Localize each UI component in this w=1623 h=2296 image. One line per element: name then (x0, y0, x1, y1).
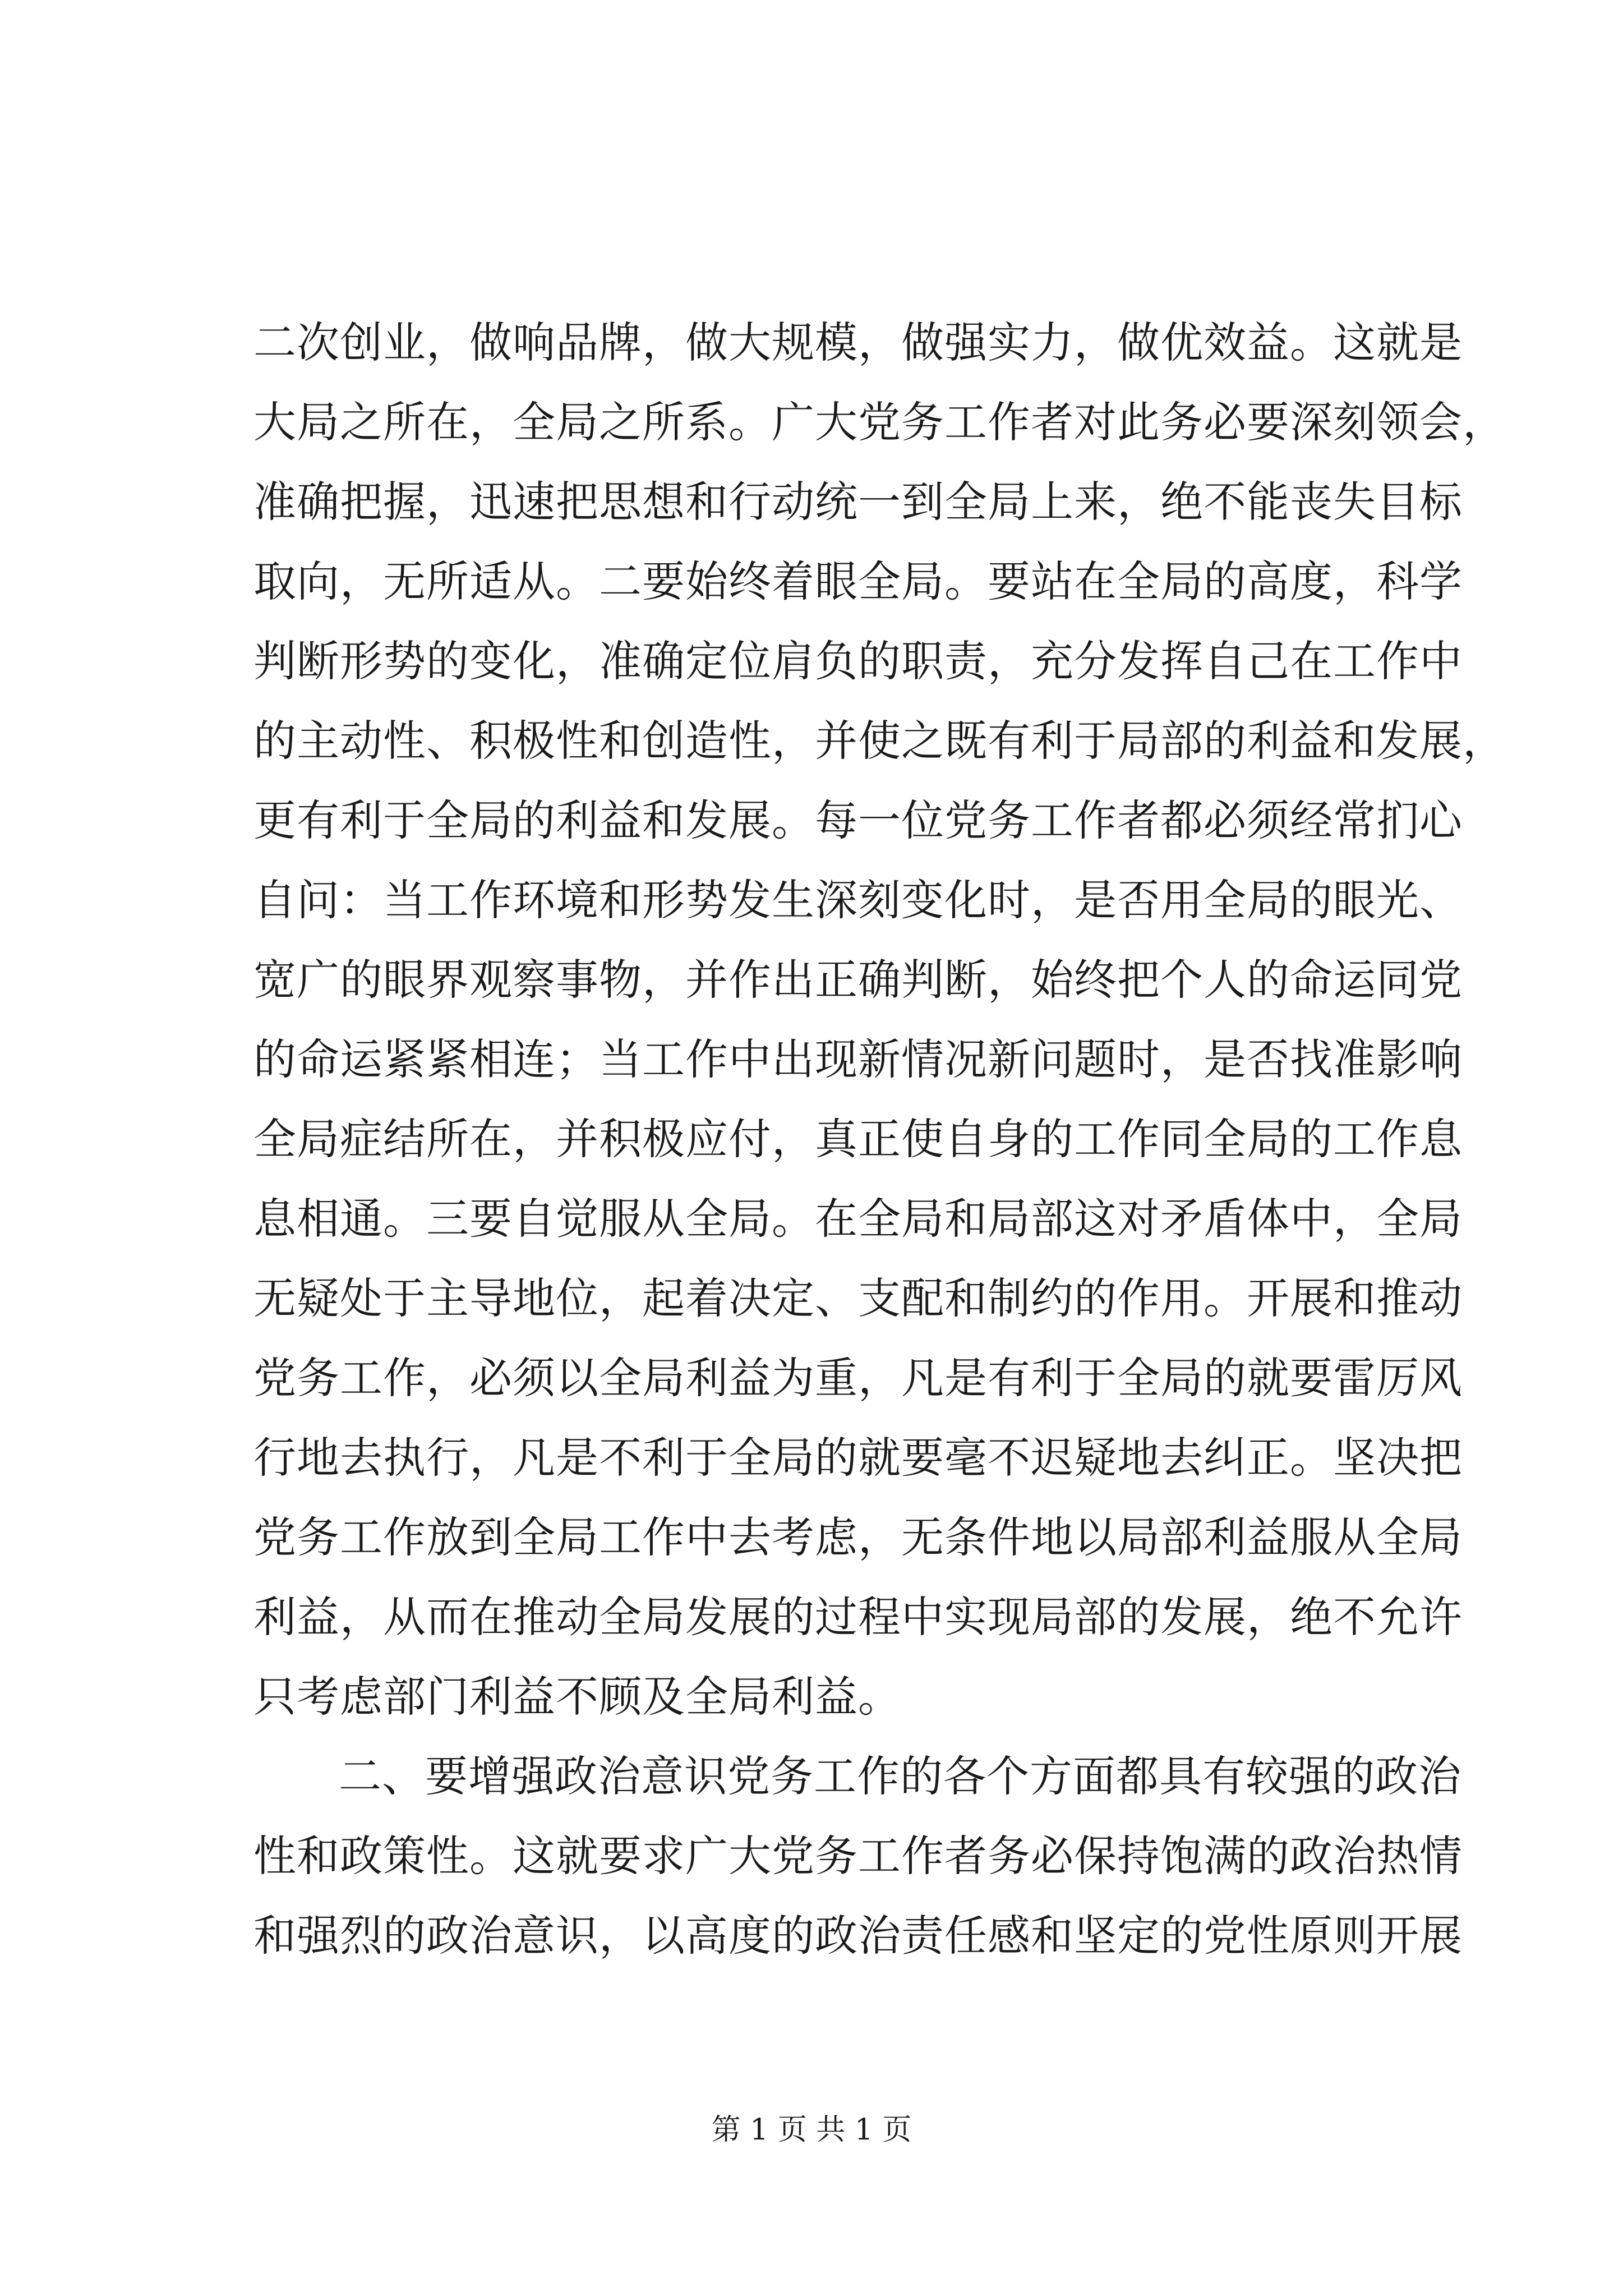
text-line: 更有利于全局的利益和发展。每一位党务工作者都必须经常扪心 (253, 795, 1463, 845)
paragraph-2 (253, 1737, 1463, 1976)
text-line: 的命运紧紧相连；当工作中出现新情况新问题时，是否找准影响 (253, 1034, 1463, 1084)
page-number-footer: 第 1 页 共 1 页 (711, 2113, 912, 2147)
text-line: 只考虑部门利益不顾及全局利益。 (253, 1672, 901, 1722)
text-line: 利益，从而在推动全局发展的过程中实现局部的发展，绝不允许 (253, 1592, 1463, 1642)
text-line: 二次创业，做响品牌，做大规模，做强实力，做优效益。这就是 (253, 318, 1463, 367)
body-text (253, 303, 1506, 1976)
paragraph-1 (253, 303, 1506, 1737)
text-line: 性和政策性。这就要求广大党务工作者务必保持饱满的政治热情 (253, 1831, 1463, 1881)
text-line: 大局之所在，全局之所系。广大党务工作者对此务必要深刻领会， (253, 397, 1506, 447)
text-line: 和强烈的政治意识，以高度的政治责任感和坚定的党性原则开展 (253, 1911, 1463, 1961)
text-line: 全局症结所在，并积极应付，真正使自身的工作同全局的工作息 (253, 1114, 1463, 1164)
text-line: 二、要增强政治意识党务工作的各个方面都具有较强的政治 (339, 1751, 1461, 1801)
text-line: 党务工作放到全局工作中去考虑，无条件地以局部利益服从全局 (253, 1512, 1463, 1562)
text-line: 息相通。三要自觉服从全局。在全局和局部这对矛盾体中，全局 (253, 1194, 1463, 1244)
text-line: 准确把握，迅速把思想和行动统一到全局上来，绝不能丧失目标 (253, 477, 1463, 527)
text-line: 宽广的眼界观察事物，并作出正确判断，始终把个人的命运同党 (253, 955, 1463, 1005)
text-line: 的主动性、积极性和创造性，并使之既有利于局部的利益和发展， (253, 716, 1506, 766)
text-line: 自问：当工作环境和形势发生深刻变化时，是否用全局的眼光、 (253, 875, 1463, 925)
text-line: 无疑处于主导地位，起着决定、支配和制约的作用。开展和推动 (253, 1273, 1463, 1323)
text-line: 判断形势的变化，准确定位肩负的职责，充分发挥自己在工作中 (253, 636, 1463, 686)
text-line: 取向，无所适从。二要始终着眼全局。要站在全局的高度，科学 (253, 556, 1463, 606)
text-line: 行地去执行，凡是不利于全局的就要毫不迟疑地去纠正。坚决把 (253, 1433, 1463, 1483)
text-line: 党务工作，必须以全局利益为重，凡是有利于全局的就要雷厉风 (253, 1353, 1463, 1403)
